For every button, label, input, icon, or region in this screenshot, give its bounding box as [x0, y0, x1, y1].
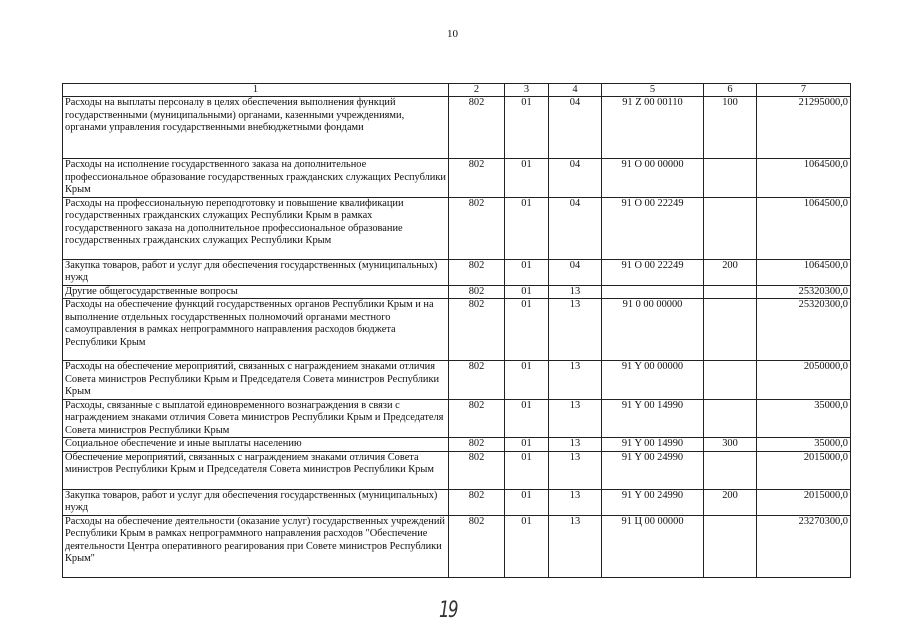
row-expense-type-cell: [704, 451, 757, 489]
header-col-7: 7: [757, 84, 851, 97]
row-target-article-cell: 91 О 00 22249: [602, 259, 704, 285]
table-row: [63, 197, 851, 259]
header-col-1: 1: [63, 84, 449, 97]
row-name-cell: Закупка товаров, работ и услуг для обеспечения государственных (муниципальных) нужд: [63, 489, 449, 515]
row-name-cell: Расходы на исполнение государственного заказа на дополнительное профессиональное образование государственных гражданских служащих Республики Крым: [63, 159, 449, 198]
row-expense-type-cell: 100: [704, 97, 757, 159]
row-ministry-code-cell: 802: [449, 361, 505, 400]
table-row: [63, 489, 851, 515]
row-name-cell: Расходы на обеспечение мероприятий, связанных с награждением знаками отличия Совета министров Республики Крым и Председателя Совета министров Республики Крым: [63, 361, 449, 400]
table-row: [63, 399, 851, 438]
row-name-cell: Расходы на профессиональную переподготовку и повышение квалификации государственных гражданских служащих Республики Крым в рамках государственного заказа на дополнительное профессиональное образование государственных гражданских служащих Республики Крым: [63, 197, 449, 259]
row-ministry-code-cell: 802: [449, 259, 505, 285]
row-subsection-cell: 13: [549, 361, 602, 400]
table-row: [63, 159, 851, 198]
row-target-article-cell: 91 Y 00 24990: [602, 451, 704, 489]
row-amount-cell: 35000,0: [757, 399, 851, 438]
row-amount-cell: 1064500,0: [757, 197, 851, 259]
header-col-6: 6: [704, 84, 757, 97]
row-ministry-code-cell: 802: [449, 515, 505, 577]
row-ministry-code-cell: 802: [449, 97, 505, 159]
page-number: 10: [447, 28, 458, 40]
row-section-cell: 01: [505, 451, 549, 489]
row-amount-cell: 1064500,0: [757, 259, 851, 285]
row-amount-cell: 2015000,0: [757, 489, 851, 515]
row-expense-type-cell: [704, 197, 757, 259]
row-ministry-code-cell: 802: [449, 451, 505, 489]
row-name-cell: Расходы, связанные с выплатой единовременного вознаграждения в связи с награждением знаками отличия Совета министров Республики Крым и Председателя Совета министров Республики Крым: [63, 399, 449, 438]
row-section-cell: 01: [505, 489, 549, 515]
row-name-cell: Закупка товаров, работ и услуг для обеспечения государственных (муниципальных) нужд: [63, 259, 449, 285]
row-target-article-cell: 91 0 00 00000: [602, 299, 704, 361]
table-row: [63, 451, 851, 489]
row-amount-cell: 23270300,0: [757, 515, 851, 577]
row-target-article-cell: 91 Y 00 14990: [602, 438, 704, 452]
row-subsection-cell: 04: [549, 197, 602, 259]
row-ministry-code-cell: 802: [449, 299, 505, 361]
row-ministry-code-cell: 802: [449, 197, 505, 259]
row-section-cell: 01: [505, 515, 549, 577]
row-subsection-cell: 13: [549, 451, 602, 489]
row-expense-type-cell: 200: [704, 489, 757, 515]
row-amount-cell: 2015000,0: [757, 451, 851, 489]
row-expense-type-cell: [704, 361, 757, 400]
row-name-cell: Расходы на выплаты персоналу в целях обеспечения выполнения функций государственными (муниципальными) органами, казенными учреждениями, органами управления государственными внебюджетными фондами: [63, 97, 449, 159]
row-ministry-code-cell: 802: [449, 159, 505, 198]
row-subsection-cell: 13: [549, 399, 602, 438]
row-section-cell: 01: [505, 361, 549, 400]
row-expense-type-cell: 300: [704, 438, 757, 452]
row-expense-type-cell: [704, 299, 757, 361]
row-expense-type-cell: [704, 399, 757, 438]
row-target-article-cell: 91 О 00 22249: [602, 197, 704, 259]
table-row: [63, 285, 851, 299]
row-target-article-cell: 91 Ц 00 00000: [602, 515, 704, 577]
row-amount-cell: 2050000,0: [757, 361, 851, 400]
row-target-article-cell: [602, 285, 704, 299]
table-row: [63, 97, 851, 159]
row-amount-cell: 35000,0: [757, 438, 851, 452]
row-name-cell: Расходы на обеспечение деятельности (оказание услуг) государственных учреждений Республики Крым в рамках непрограммного направления расходов "Обеспечение деятельности Центра оперативного реагирования при Совете министров Республики Крым": [63, 515, 449, 577]
row-target-article-cell: 91 Y 00 24990: [602, 489, 704, 515]
row-name-cell: Обеспечение мероприятий, связанных с награждением знаками отличия Совета министров Республики Крым и Председателя Совета министров Республики Крым: [63, 451, 449, 489]
header-row: [63, 84, 851, 97]
row-section-cell: 01: [505, 197, 549, 259]
row-expense-type-cell: [704, 285, 757, 299]
row-ministry-code-cell: 802: [449, 285, 505, 299]
row-subsection-cell: 13: [549, 489, 602, 515]
row-ministry-code-cell: 802: [449, 399, 505, 438]
header-col-5: 5: [602, 84, 704, 97]
row-subsection-cell: 04: [549, 159, 602, 198]
row-section-cell: 01: [505, 438, 549, 452]
table-row: [63, 259, 851, 285]
row-expense-type-cell: [704, 159, 757, 198]
row-name-cell: Другие общегосударственные вопросы: [63, 285, 449, 299]
row-subsection-cell: 13: [549, 299, 602, 361]
row-name-cell: Расходы на обеспечение функций государственных органов Республики Крым и на выполнение отдельных государственных полномочий органами местного самоуправления в рамках непрограммного направления расходов бюджета Республики Крым: [63, 299, 449, 361]
row-subsection-cell: 13: [549, 438, 602, 452]
row-subsection-cell: 04: [549, 259, 602, 285]
header-col-4: 4: [549, 84, 602, 97]
row-subsection-cell: 13: [549, 515, 602, 577]
row-section-cell: 01: [505, 259, 549, 285]
budget-table: [62, 83, 851, 578]
row-section-cell: 01: [505, 299, 549, 361]
row-amount-cell: 21295000,0: [757, 97, 851, 159]
row-section-cell: 01: [505, 285, 549, 299]
row-target-article-cell: 91 Y 00 00000: [602, 361, 704, 400]
row-section-cell: 01: [505, 97, 549, 159]
row-expense-type-cell: [704, 515, 757, 577]
table-row: [63, 361, 851, 400]
header-col-2: 2: [449, 84, 505, 97]
table-row: [63, 438, 851, 452]
row-amount-cell: 25320300,0: [757, 285, 851, 299]
row-ministry-code-cell: 802: [449, 438, 505, 452]
row-target-article-cell: 91 Z 00 00110: [602, 97, 704, 159]
row-amount-cell: 1064500,0: [757, 159, 851, 198]
table-row: [63, 515, 851, 577]
row-section-cell: 01: [505, 159, 549, 198]
row-subsection-cell: 04: [549, 97, 602, 159]
table-row: [63, 299, 851, 361]
row-ministry-code-cell: 802: [449, 489, 505, 515]
row-name-cell: Социальное обеспечение и иные выплаты населению: [63, 438, 449, 452]
row-target-article-cell: 91 Y 00 14990: [602, 399, 704, 438]
header-col-3: 3: [505, 84, 549, 97]
row-subsection-cell: 13: [549, 285, 602, 299]
row-target-article-cell: 91 О 00 00000: [602, 159, 704, 198]
row-section-cell: 01: [505, 399, 549, 438]
row-expense-type-cell: 200: [704, 259, 757, 285]
handwritten-page-mark: 19: [439, 598, 457, 623]
row-amount-cell: 25320300,0: [757, 299, 851, 361]
